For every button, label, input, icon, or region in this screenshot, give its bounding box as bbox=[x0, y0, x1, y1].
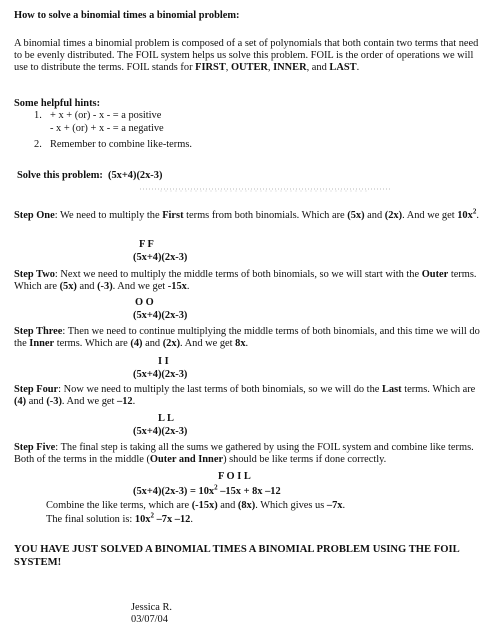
step-text: . And we get bbox=[112, 281, 168, 292]
step-text: terms. Which are bbox=[401, 384, 476, 395]
step-text: and bbox=[26, 396, 47, 407]
step-text: and bbox=[76, 281, 98, 292]
hint-2-number: 2. bbox=[34, 139, 42, 150]
intro-outer: OUTER bbox=[230, 62, 268, 73]
intro-end: . bbox=[356, 62, 360, 73]
problem-label: Solve this problem: bbox=[17, 170, 103, 181]
step-term: (4) bbox=[130, 338, 143, 349]
problem-line bbox=[17, 170, 162, 182]
foil-marks: F O I L bbox=[218, 471, 251, 482]
step-term: (-3) bbox=[46, 396, 62, 407]
step-five-outer-inner: Outer and Inner bbox=[149, 454, 224, 465]
intro-last: LAST bbox=[329, 62, 357, 73]
result-exponent: 2 bbox=[472, 207, 477, 216]
step-three-text bbox=[14, 326, 486, 350]
step-text: . Which gives us bbox=[255, 500, 327, 511]
step-text: . bbox=[476, 210, 479, 221]
step-term: (2x) bbox=[384, 210, 403, 221]
final-term-1: 10x bbox=[134, 514, 151, 525]
step-one-expression: (5x+4)(2x-3) bbox=[133, 252, 188, 263]
result-base: 10x bbox=[457, 210, 473, 221]
final-term-rest: –7x –12 bbox=[153, 514, 191, 525]
step-text: . bbox=[245, 338, 249, 349]
step-four-last: Last bbox=[381, 384, 402, 395]
intro-sep: , and bbox=[306, 62, 330, 73]
step-text: . And we get bbox=[61, 396, 118, 407]
step-four-marks: L L bbox=[158, 413, 174, 424]
expanded-equation bbox=[133, 483, 281, 498]
step-three-inner: Inner bbox=[29, 338, 55, 349]
step-text: and bbox=[217, 500, 238, 511]
step-one-first: First bbox=[162, 210, 184, 221]
step-one-marks: F F bbox=[139, 239, 154, 250]
final-label: The final solution is: bbox=[46, 514, 135, 525]
step-text: and bbox=[364, 210, 385, 221]
intro-text: A binomial times a binomial problem is composed of a set of polynomials that both contain two terms that need to be evenly distributed. The FOIL system helps us solve this problem. FOIL is the order of operations we will use to distribute the terms. FOIL stands for bbox=[14, 38, 479, 73]
step-text: . bbox=[190, 514, 193, 525]
step-four-result: –12 bbox=[117, 396, 133, 407]
step-two-label: Step Two bbox=[14, 269, 55, 280]
intro-sep: , bbox=[267, 62, 274, 73]
step-term: (-15x) bbox=[191, 500, 218, 511]
step-text: Combine the like terms, which are bbox=[46, 500, 192, 511]
step-four-label: Step Four bbox=[14, 384, 59, 395]
equation-right: –15x + 8x –12 bbox=[217, 486, 281, 497]
step-text: terms. Which are bbox=[14, 269, 477, 292]
step-one-label: Step One bbox=[14, 210, 55, 221]
step-three-result: 8x bbox=[235, 338, 246, 349]
step-one-text bbox=[14, 207, 486, 222]
step-text: ) should be like terms if done correctly. bbox=[223, 454, 387, 465]
intro-sep: , bbox=[225, 62, 231, 73]
hints-heading: Some helpful hints: bbox=[14, 98, 101, 109]
step-three-expression: (5x+4)(2x-3) bbox=[133, 369, 188, 380]
step-four-text bbox=[14, 384, 486, 408]
step-term: (5x) bbox=[347, 210, 365, 221]
hint-2-text: Remember to combine like-terms. bbox=[50, 139, 192, 150]
step-text: . bbox=[342, 500, 346, 511]
step-text: : We need to multiply the bbox=[54, 210, 163, 221]
step-text: terms. Which are bbox=[54, 338, 131, 349]
step-three-marks: I I bbox=[158, 356, 169, 367]
step-text: : The final step is taking all the sums we gathered by using the FOIL system and combine like terms. Both of the terms in the middle ( bbox=[14, 442, 474, 465]
step-two-result: -15x bbox=[167, 281, 187, 292]
step-text: : Next we need to multiply the middle terms of both binomials, so we will start with the bbox=[54, 269, 422, 280]
scan-noise bbox=[140, 185, 390, 193]
equation-exponent: 2 bbox=[214, 483, 218, 492]
step-text: terms from both binomials. Which are bbox=[183, 210, 348, 221]
hint-1-number: 1. bbox=[34, 110, 42, 121]
step-two-text bbox=[14, 269, 486, 293]
signature-name: Jessica R. bbox=[131, 602, 172, 613]
step-text: and bbox=[142, 338, 163, 349]
page-title: How to solve a binomial times a binomial problem: bbox=[14, 10, 240, 21]
step-one-result bbox=[457, 207, 477, 221]
combine-line bbox=[46, 500, 345, 512]
intro-first: FIRST bbox=[195, 62, 226, 73]
step-term: (8x) bbox=[237, 500, 256, 511]
step-text: . bbox=[186, 281, 190, 292]
intro-inner: INNER bbox=[273, 62, 307, 73]
step-two-expression: (5x+4)(2x-3) bbox=[133, 310, 188, 321]
step-two-marks: O O bbox=[135, 297, 154, 308]
step-term: (4) bbox=[14, 396, 27, 407]
step-five-text bbox=[14, 442, 486, 466]
final-exponent: 2 bbox=[150, 511, 154, 520]
intro-paragraph bbox=[14, 38, 486, 74]
step-two-outer: Outer bbox=[421, 269, 449, 280]
problem-expression: (5x+4)(2x-3) bbox=[108, 170, 163, 181]
combined-result: –7x bbox=[326, 500, 343, 511]
step-text: . And we get bbox=[180, 338, 236, 349]
step-term: (2x) bbox=[162, 338, 181, 349]
signature-date: 03/07/04 bbox=[131, 614, 168, 625]
step-four-expression: (5x+4)(2x-3) bbox=[133, 426, 188, 437]
step-text: : Now we need to multiply the last terms of both binomials, so we will do the bbox=[58, 384, 382, 395]
step-five-label: Step Five bbox=[14, 442, 56, 453]
hint-1-positive: + x + (or) - x - = a positive bbox=[50, 110, 162, 121]
final-solution bbox=[46, 511, 193, 526]
conclusion: YOU HAVE JUST SOLVED A BINOMIAL TIMES A BINOMIAL PROBLEM USING THE FOIL SYSTEM! bbox=[14, 544, 460, 568]
equation-left: (5x+4)(2x-3) = 10x bbox=[133, 486, 215, 497]
step-three-label: Step Three bbox=[14, 326, 63, 337]
step-text: . bbox=[132, 396, 136, 407]
final-answer bbox=[134, 511, 191, 525]
step-text: . And we get bbox=[402, 210, 458, 221]
step-term: (5x) bbox=[59, 281, 77, 292]
step-term: (-3) bbox=[97, 281, 113, 292]
step-text: : Then we need to continue multiplying the middle terms of both binomials, and this time we will do the bbox=[14, 326, 480, 349]
hint-1-negative: - x + (or) + x - = a negative bbox=[50, 123, 164, 134]
